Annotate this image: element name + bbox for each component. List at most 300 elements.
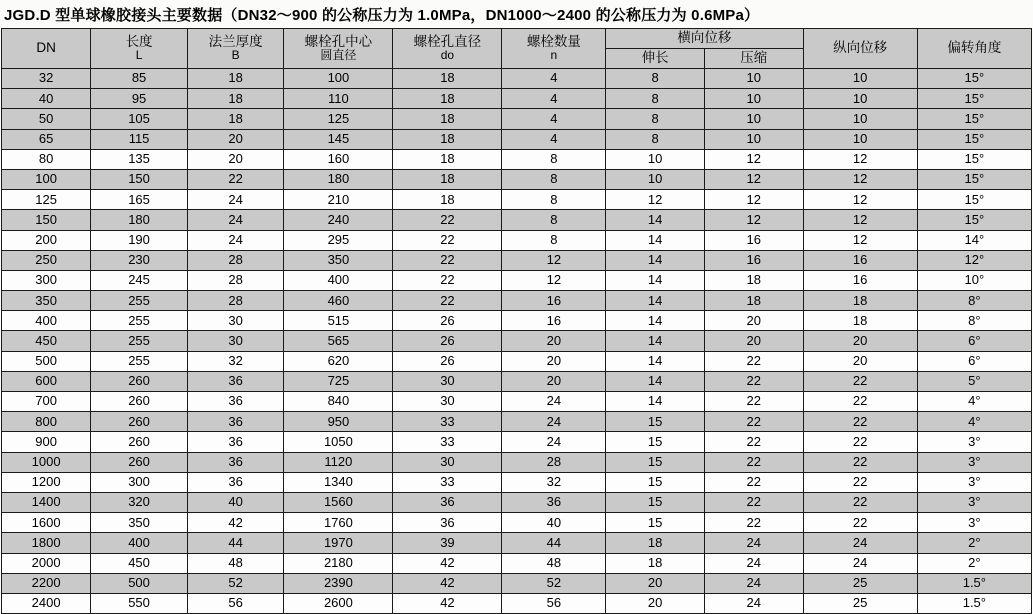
col-header-lateral-displacement: 横向位移 (606, 29, 803, 49)
table-header-row-1 (2, 29, 1032, 49)
table-row (2, 190, 1032, 210)
table-cell: 12 (704, 210, 803, 230)
table-cell: 1120 (284, 452, 393, 472)
table-cell: 6° (917, 331, 1031, 351)
table-cell: 22 (393, 250, 502, 270)
table-row (2, 553, 1032, 573)
table-cell: 36 (393, 513, 502, 533)
table-cell: 22 (803, 472, 917, 492)
table-cell: 14 (606, 230, 705, 250)
table-cell: 36 (187, 392, 284, 412)
table-cell: 12 (803, 190, 917, 210)
table-cell: 26 (393, 351, 502, 371)
table-cell: 24 (187, 190, 284, 210)
table-cell: 48 (187, 553, 284, 573)
table-cell-dn: 80 (2, 149, 91, 169)
table-cell: 565 (284, 331, 393, 351)
table-cell-dn: 200 (2, 230, 91, 250)
table-cell-dn: 800 (2, 412, 91, 432)
table-cell: 14 (606, 270, 705, 290)
table-cell: 550 (91, 593, 188, 613)
table-row (2, 432, 1032, 452)
table-cell-dn: 2200 (2, 573, 91, 593)
table-cell: 12 (502, 270, 606, 290)
table-cell: 14 (606, 371, 705, 391)
table-row (2, 371, 1032, 391)
table-row (2, 351, 1032, 371)
table-cell: 18 (393, 129, 502, 149)
table-cell: 320 (91, 492, 188, 512)
table-cell: 6° (917, 351, 1031, 371)
table-cell: 18 (803, 311, 917, 331)
table-cell: 725 (284, 371, 393, 391)
table-cell: 24 (502, 412, 606, 432)
table-cell: 22 (704, 452, 803, 472)
table-row (2, 270, 1032, 290)
table-cell: 28 (187, 250, 284, 270)
table-row (2, 169, 1032, 189)
table-cell: 20 (502, 331, 606, 351)
table-cell: 4 (502, 109, 606, 129)
table-cell: 25 (803, 573, 917, 593)
table-row (2, 291, 1032, 311)
table-cell: 36 (187, 452, 284, 472)
table-cell: 3° (917, 452, 1031, 472)
table-cell: 400 (91, 533, 188, 553)
table-cell: 20 (606, 573, 705, 593)
table-cell: 30 (187, 311, 284, 331)
table-cell: 22 (803, 392, 917, 412)
table-cell-dn: 40 (2, 89, 91, 109)
table-cell: 260 (91, 371, 188, 391)
table-cell: 18 (704, 270, 803, 290)
table-cell: 32 (502, 472, 606, 492)
table-cell: 18 (606, 553, 705, 573)
table-cell: 18 (393, 169, 502, 189)
table-cell: 1560 (284, 492, 393, 512)
table-cell: 12 (803, 149, 917, 169)
table-cell: 20 (704, 331, 803, 351)
table-cell: 18 (803, 291, 917, 311)
table-cell: 16 (803, 250, 917, 270)
table-cell: 10 (704, 129, 803, 149)
table-row (2, 109, 1032, 129)
table-row (2, 392, 1032, 412)
table-cell: 10 (606, 149, 705, 169)
table-cell: 14 (606, 351, 705, 371)
table-cell: 1.5° (917, 573, 1031, 593)
table-cell-dn: 2400 (2, 593, 91, 613)
table-cell: 2600 (284, 593, 393, 613)
table-cell: 8° (917, 311, 1031, 331)
table-cell: 230 (91, 250, 188, 270)
table-cell: 100 (284, 69, 393, 89)
table-cell: 15 (606, 452, 705, 472)
table-cell: 12 (502, 250, 606, 270)
table-cell: 36 (187, 432, 284, 452)
table-cell: 12 (704, 149, 803, 169)
table-cell: 260 (91, 392, 188, 412)
table-cell: 22 (393, 291, 502, 311)
table-row (2, 230, 1032, 250)
col-header-bolt-circle-diameter-label: 螺栓孔中心 (304, 34, 373, 50)
table-cell: 350 (284, 250, 393, 270)
table-cell: 4 (502, 69, 606, 89)
table-cell: 15° (917, 129, 1031, 149)
table-cell: 33 (393, 432, 502, 452)
table-cell-dn: 400 (2, 311, 91, 331)
table-cell: 460 (284, 291, 393, 311)
table-cell: 125 (284, 109, 393, 129)
table-cell: 22 (803, 432, 917, 452)
table-cell: 1.5° (917, 593, 1031, 613)
table-cell: 56 (187, 593, 284, 613)
table-cell: 160 (284, 149, 393, 169)
table-cell: 30 (393, 392, 502, 412)
table-cell: 22 (803, 452, 917, 472)
table-cell: 4° (917, 392, 1031, 412)
table-cell: 180 (284, 169, 393, 189)
table-row (2, 593, 1032, 613)
table-cell: 500 (91, 573, 188, 593)
table-cell: 10 (704, 69, 803, 89)
table-cell: 2390 (284, 573, 393, 593)
col-header-extension: 伸长 (606, 49, 705, 69)
table-cell: 22 (393, 230, 502, 250)
table-cell: 180 (91, 210, 188, 230)
table-cell: 4° (917, 412, 1031, 432)
table-cell: 135 (91, 149, 188, 169)
table-cell: 240 (284, 210, 393, 230)
table-cell: 110 (284, 89, 393, 109)
table-cell: 20 (187, 149, 284, 169)
table-cell-dn: 300 (2, 270, 91, 290)
col-header-bolt-hole-diameter (393, 29, 502, 69)
table-cell: 10 (704, 89, 803, 109)
table-cell: 300 (91, 472, 188, 492)
table-cell: 255 (91, 331, 188, 351)
table-cell: 260 (91, 432, 188, 452)
table-cell: 16 (704, 250, 803, 270)
table-cell: 12 (704, 190, 803, 210)
table-cell: 8° (917, 291, 1031, 311)
table-cell: 15° (917, 89, 1031, 109)
table-cell: 18 (393, 89, 502, 109)
table-cell: 33 (393, 412, 502, 432)
table-cell: 16 (502, 291, 606, 311)
table-cell: 48 (502, 553, 606, 573)
table-cell: 260 (91, 412, 188, 432)
table-cell: 15° (917, 109, 1031, 129)
table-cell: 24 (502, 432, 606, 452)
table-cell: 26 (393, 331, 502, 351)
col-header-deflection-angle: 偏转角度 (917, 29, 1031, 69)
table-cell: 10 (803, 69, 917, 89)
table-cell: 18 (393, 190, 502, 210)
table-cell: 255 (91, 351, 188, 371)
table-cell: 15° (917, 190, 1031, 210)
table-cell: 10 (704, 109, 803, 129)
table-cell-dn: 1400 (2, 492, 91, 512)
table-cell: 12 (803, 230, 917, 250)
table-cell: 40 (502, 513, 606, 533)
table-cell: 2° (917, 533, 1031, 553)
table-cell: 24 (502, 392, 606, 412)
table-cell: 10 (803, 109, 917, 129)
table-cell: 16 (502, 311, 606, 331)
table-cell: 24 (187, 230, 284, 250)
table-cell: 20 (803, 331, 917, 351)
table-cell: 52 (502, 573, 606, 593)
table-cell: 20 (187, 129, 284, 149)
table-cell: 39 (393, 533, 502, 553)
table-cell: 18 (393, 109, 502, 129)
table-cell: 20 (502, 351, 606, 371)
page-title: JGD.D 型单球橡胶接头主要数据（DN32～900 的公称压力为 1.0MPa，DN1000～2400 的公称压力为 0.6MPa） (4, 7, 760, 24)
table-cell: 26 (393, 311, 502, 331)
table-cell: 15 (606, 492, 705, 512)
col-header-bolt-count-sub: n (550, 48, 558, 63)
table-cell: 20 (704, 311, 803, 331)
col-header-bolt-count (502, 29, 606, 69)
table-cell-dn: 1200 (2, 472, 91, 492)
table-cell: 3° (917, 472, 1031, 492)
col-header-bolt-hole-diameter-sub: do (440, 48, 455, 63)
table-cell: 22 (393, 270, 502, 290)
table-cell: 165 (91, 190, 188, 210)
table-cell: 14 (606, 210, 705, 230)
table-cell: 22 (704, 371, 803, 391)
table-cell: 22 (803, 371, 917, 391)
table-cell: 145 (284, 129, 393, 149)
table-cell: 42 (393, 553, 502, 573)
table-row (2, 250, 1032, 270)
table-cell: 24 (803, 533, 917, 553)
table-cell-dn: 65 (2, 129, 91, 149)
table-cell: 15° (917, 210, 1031, 230)
table-cell: 30 (187, 331, 284, 351)
table-cell: 8 (606, 89, 705, 109)
table-cell: 16 (803, 270, 917, 290)
col-header-bolt-hole-diameter-label: 螺栓孔直径 (413, 34, 482, 50)
table-row (2, 129, 1032, 149)
table-cell: 295 (284, 230, 393, 250)
table-cell: 14° (917, 230, 1031, 250)
table-cell: 8 (606, 129, 705, 149)
table-cell: 40 (187, 492, 284, 512)
table-cell: 32 (187, 351, 284, 371)
table-cell: 56 (502, 593, 606, 613)
table-cell: 30 (393, 371, 502, 391)
table-cell: 22 (704, 492, 803, 512)
table-cell: 24 (704, 573, 803, 593)
table-cell: 12 (606, 190, 705, 210)
table-cell: 14 (606, 331, 705, 351)
table-cell: 22 (803, 412, 917, 432)
col-header-bolt-circle-diameter (284, 29, 393, 69)
table-cell: 1760 (284, 513, 393, 533)
table-cell: 18 (393, 149, 502, 169)
table-cell: 150 (91, 169, 188, 189)
table-cell: 25 (803, 593, 917, 613)
table-cell: 8 (502, 169, 606, 189)
col-header-length-sub: L (135, 48, 143, 63)
table-cell: 14 (606, 392, 705, 412)
table-cell: 24 (704, 533, 803, 553)
table-cell: 2° (917, 553, 1031, 573)
table-cell: 20 (803, 351, 917, 371)
table-row (2, 210, 1032, 230)
table-cell: 18 (187, 89, 284, 109)
table-cell: 8 (606, 69, 705, 89)
table-cell: 255 (91, 311, 188, 331)
table-cell: 36 (187, 412, 284, 432)
col-header-length-label: 长度 (125, 34, 153, 50)
table-cell: 18 (704, 291, 803, 311)
col-header-compression: 压缩 (704, 49, 803, 69)
table-cell: 10° (917, 270, 1031, 290)
table-cell: 24 (704, 553, 803, 573)
col-header-bolt-circle-diameter-sub: 圆直径 (320, 48, 357, 63)
table-cell: 22 (704, 351, 803, 371)
table-cell: 33 (393, 472, 502, 492)
table-cell: 3° (917, 513, 1031, 533)
table-cell-dn: 32 (2, 69, 91, 89)
table-head (2, 29, 1032, 69)
table-cell: 210 (284, 190, 393, 210)
spec-table (1, 28, 1032, 614)
table-cell: 24 (704, 593, 803, 613)
table-cell: 8 (502, 149, 606, 169)
table-cell: 18 (187, 69, 284, 89)
table-row (2, 472, 1032, 492)
col-header-axial-displacement: 纵向位移 (803, 29, 917, 69)
table-cell: 14 (606, 291, 705, 311)
table-cell: 950 (284, 412, 393, 432)
table-row (2, 533, 1032, 553)
table-cell: 3° (917, 492, 1031, 512)
table-cell: 52 (187, 573, 284, 593)
table-cell: 2180 (284, 553, 393, 573)
table-cell: 18 (187, 109, 284, 129)
table-cell: 350 (91, 513, 188, 533)
table-cell-dn: 2000 (2, 553, 91, 573)
table-cell: 14 (606, 250, 705, 270)
table-cell: 44 (502, 533, 606, 553)
table-row (2, 573, 1032, 593)
table-cell: 10 (606, 169, 705, 189)
table-row (2, 492, 1032, 512)
table-cell: 28 (502, 452, 606, 472)
table-cell: 840 (284, 392, 393, 412)
table-cell: 22 (803, 492, 917, 512)
table-cell-dn: 150 (2, 210, 91, 230)
table-cell: 3° (917, 432, 1031, 452)
table-cell: 22 (803, 513, 917, 533)
table-cell: 20 (606, 593, 705, 613)
table-row (2, 69, 1032, 89)
table-cell: 10 (803, 129, 917, 149)
table-cell-dn: 125 (2, 190, 91, 210)
table-row (2, 513, 1032, 533)
table-cell-dn: 900 (2, 432, 91, 452)
col-header-flange-thickness-sub: B (231, 48, 240, 63)
table-cell-dn: 500 (2, 351, 91, 371)
table-cell: 5° (917, 371, 1031, 391)
table-cell: 28 (187, 291, 284, 311)
table-cell: 30 (393, 452, 502, 472)
table-row (2, 149, 1032, 169)
table-cell: 15° (917, 169, 1031, 189)
table-cell: 22 (704, 392, 803, 412)
table-cell: 8 (502, 210, 606, 230)
table-cell: 28 (187, 270, 284, 290)
table-cell: 105 (91, 109, 188, 129)
table-cell: 260 (91, 452, 188, 472)
table-cell: 4 (502, 89, 606, 109)
table-cell: 450 (91, 553, 188, 573)
table-row (2, 89, 1032, 109)
table-cell-dn: 350 (2, 291, 91, 311)
table-cell-dn: 1000 (2, 452, 91, 472)
table-cell: 15 (606, 412, 705, 432)
table-cell: 8 (502, 230, 606, 250)
table-cell-dn: 600 (2, 371, 91, 391)
table-cell: 85 (91, 69, 188, 89)
table-cell: 24 (803, 553, 917, 573)
table-cell: 24 (187, 210, 284, 230)
table-cell-dn: 450 (2, 331, 91, 351)
table-row (2, 452, 1032, 472)
table-cell: 22 (704, 513, 803, 533)
table-cell: 10 (803, 89, 917, 109)
table-cell: 255 (91, 291, 188, 311)
table-cell: 15° (917, 69, 1031, 89)
table-cell: 20 (502, 371, 606, 391)
table-cell: 22 (187, 169, 284, 189)
table-cell: 36 (187, 472, 284, 492)
col-header-bolt-count-label: 螺栓数量 (526, 34, 581, 50)
table-cell: 36 (187, 371, 284, 391)
table-cell-dn: 250 (2, 250, 91, 270)
table-cell-dn: 50 (2, 109, 91, 129)
table-cell: 15 (606, 513, 705, 533)
col-header-dn: DN (2, 29, 91, 69)
table-cell: 42 (187, 513, 284, 533)
table-cell: 515 (284, 311, 393, 331)
table-cell: 36 (393, 492, 502, 512)
col-header-length (91, 29, 188, 69)
table-cell: 8 (502, 190, 606, 210)
table-cell-dn: 1600 (2, 513, 91, 533)
table-cell: 115 (91, 129, 188, 149)
table-cell: 620 (284, 351, 393, 371)
table-cell: 1340 (284, 472, 393, 492)
table-cell: 18 (606, 533, 705, 553)
table-cell: 22 (704, 432, 803, 452)
table-cell: 44 (187, 533, 284, 553)
table-cell-dn: 1800 (2, 533, 91, 553)
table-cell: 42 (393, 593, 502, 613)
table-cell: 15° (917, 149, 1031, 169)
table-cell: 18 (393, 69, 502, 89)
table-cell: 245 (91, 270, 188, 290)
table-cell: 4 (502, 129, 606, 149)
table-cell: 190 (91, 230, 188, 250)
table-body (2, 69, 1032, 614)
table-cell: 12 (803, 169, 917, 189)
table-row (2, 311, 1032, 331)
